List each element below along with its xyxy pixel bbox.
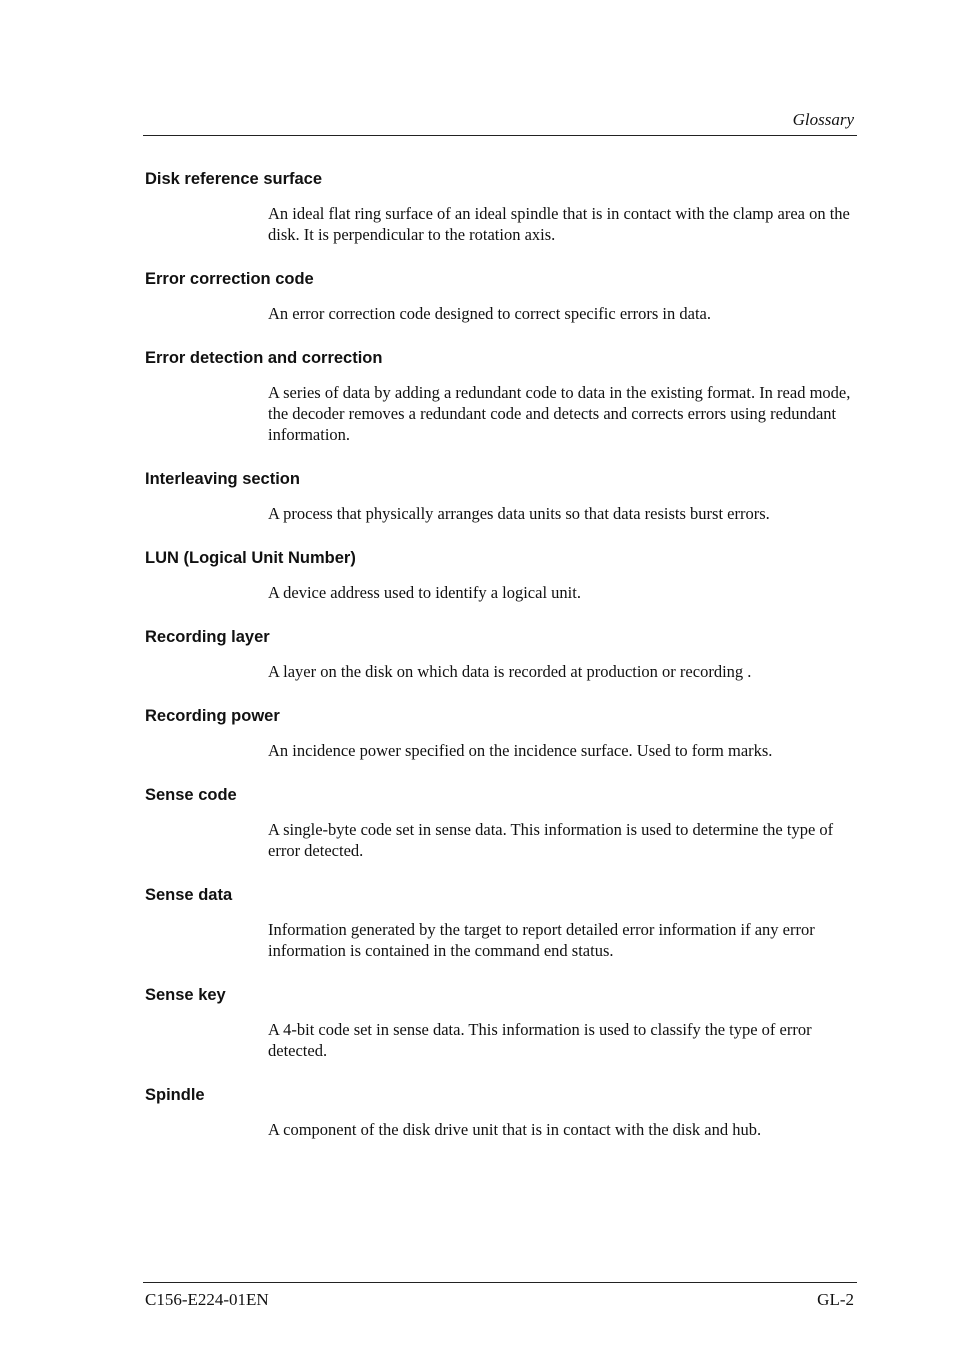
- glossary-definition: A process that physically arranges data units so that data resists burst errors.: [268, 504, 770, 523]
- glossary-entry: [145, 984, 857, 1061]
- glossary-entry: [145, 784, 857, 861]
- glossary-entry: [145, 347, 857, 445]
- document-code: C156-E224-01EN: [145, 1290, 269, 1309]
- glossary-entry: [145, 626, 857, 682]
- glossary-entry: [145, 705, 857, 761]
- glossary-entry: [145, 1084, 857, 1140]
- glossary-definition: An ideal flat ring surface of an ideal spindle that is in contact with the clamp area on the disk. It is perpendicular to the rotation axis.: [268, 204, 850, 244]
- glossary-definition: A layer on the disk on which data is recorded at production or recording .: [268, 662, 752, 681]
- glossary-definition: Information generated by the target to report detailed error information if any error information is contained in the command end status.: [268, 920, 815, 960]
- glossary-term: Spindle: [145, 1086, 205, 1104]
- glossary-entry: [145, 547, 857, 603]
- glossary-term: Disk reference surface: [145, 170, 323, 188]
- glossary-entry: [145, 884, 857, 961]
- glossary-definition: A device address used to identify a logical unit.: [268, 583, 581, 602]
- glossary-term: Error detection and correction: [145, 349, 383, 367]
- footer-rule: [143, 1282, 857, 1283]
- glossary-term: Sense data: [145, 886, 233, 904]
- glossary-definition: A single-byte code set in sense data. This information is used to determine the type of error detected.: [268, 820, 834, 860]
- glossary-term: Recording layer: [145, 628, 270, 646]
- glossary-entry: [145, 268, 857, 324]
- glossary-term: Interleaving section: [145, 470, 300, 488]
- glossary-list: [145, 168, 857, 1163]
- glossary-definition: A component of the disk drive unit that is in contact with the disk and hub.: [268, 1120, 762, 1139]
- glossary-entry: [145, 468, 857, 524]
- glossary-term: Recording power: [145, 707, 280, 725]
- glossary-term: Sense key: [145, 986, 226, 1004]
- glossary-definition: An incidence power specified on the incidence surface. Used to form marks.: [268, 741, 773, 760]
- header-rule: [143, 135, 857, 136]
- glossary-definition: An error correction code designed to correct specific errors in data.: [268, 304, 712, 323]
- glossary-term: LUN (Logical Unit Number): [145, 549, 356, 567]
- glossary-entry: [145, 168, 857, 245]
- glossary-definition: A series of data by adding a redundant code to data in the existing format. In read mode, the decoder removes a redundant code and detects and corrects errors using redundant information.: [268, 383, 851, 444]
- glossary-term: Sense code: [145, 786, 237, 804]
- glossary-term: Error correction code: [145, 270, 314, 288]
- page-number: GL-2: [817, 1290, 854, 1309]
- running-header-title: Glossary: [792, 110, 854, 129]
- glossary-definition: A 4-bit code set in sense data. This information is used to classify the type of error detected.: [268, 1020, 812, 1060]
